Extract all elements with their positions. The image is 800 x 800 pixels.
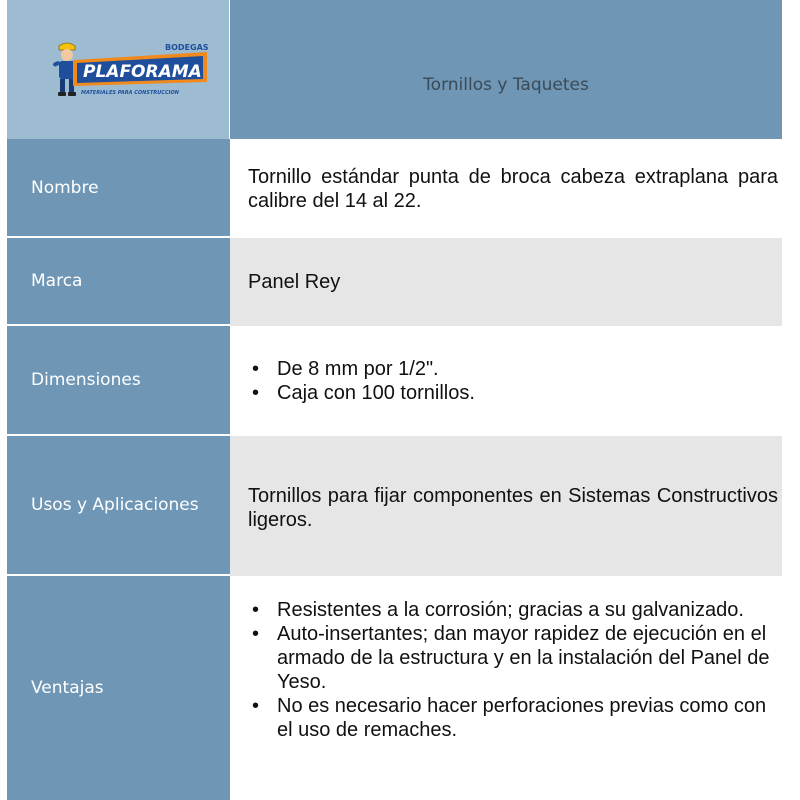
list-item: • Resistentes a la corrosión; gracias a su galvanizado. bbox=[248, 598, 778, 622]
svg-text:PLAFORAMA: PLAFORAMA bbox=[83, 62, 202, 82]
row-dimensiones bbox=[7, 326, 782, 436]
row-value bbox=[230, 576, 782, 800]
row-label: Dimensiones bbox=[7, 326, 230, 436]
header-row bbox=[7, 0, 782, 139]
row-value bbox=[230, 139, 782, 238]
row-label: Ventajas bbox=[7, 576, 230, 800]
row-ventajas bbox=[7, 576, 782, 800]
nombre-text: Tornillo estándar punta de broca cabeza extraplana para calibre del 14 al 22. bbox=[248, 165, 778, 212]
ventajas-list bbox=[248, 598, 778, 742]
page-title: Tornillos y Taquetes bbox=[230, 0, 782, 139]
row-label: Nombre bbox=[7, 139, 230, 238]
row-usos bbox=[7, 436, 782, 576]
row-label: Marca bbox=[7, 238, 230, 326]
list-item: • De 8 mm por 1/2". bbox=[248, 357, 778, 381]
logo-cell bbox=[7, 0, 230, 139]
row-nombre bbox=[7, 139, 782, 238]
worker-mascot-icon bbox=[52, 43, 76, 96]
dimensiones-list bbox=[248, 357, 778, 405]
marca-text: Panel Rey bbox=[248, 271, 341, 293]
usos-text: Tornillos para fijar componentes en Sistemas Constructivos ligeros. bbox=[248, 485, 778, 531]
row-value bbox=[230, 238, 782, 326]
row-value bbox=[230, 326, 782, 436]
list-item: • Auto-insertantes; dan mayor rapidez de ejecución en el armado de la estructura y en la instalación del Panel de Yeso. bbox=[248, 622, 778, 694]
svg-text:MATERIALES PARA CONSTRUCCION: MATERIALES PARA CONSTRUCCION bbox=[81, 90, 179, 96]
list-item: • Caja con 100 tornillos. bbox=[248, 381, 778, 405]
row-marca bbox=[7, 238, 782, 326]
svg-text:BODEGAS: BODEGAS bbox=[165, 43, 209, 52]
row-value bbox=[230, 436, 782, 576]
row-label: Usos y Aplicaciones bbox=[7, 436, 230, 576]
plaforama-logo bbox=[47, 40, 212, 100]
list-item: • No es necesario hacer perforaciones previas como con el uso de remaches. bbox=[248, 694, 778, 742]
